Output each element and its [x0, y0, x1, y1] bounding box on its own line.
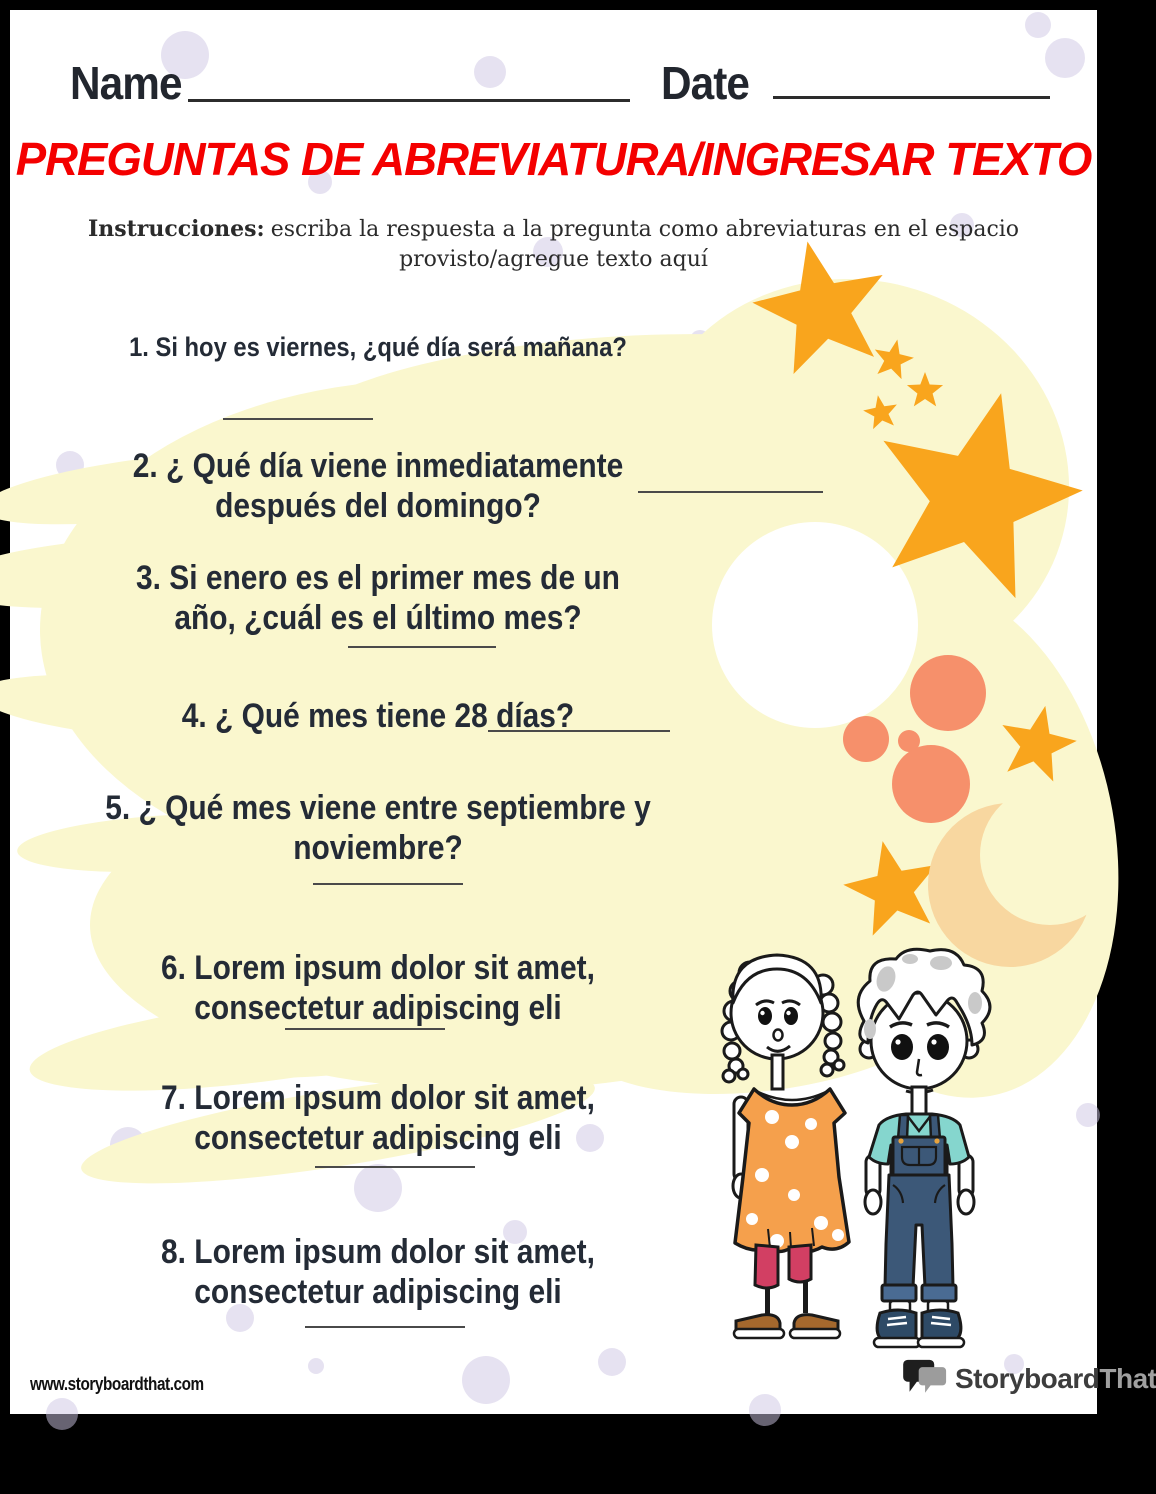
- answer-line-5: [313, 883, 463, 885]
- answer-line-3: [348, 646, 496, 648]
- answer-line-8: [305, 1326, 465, 1328]
- answer-line-6: [285, 1028, 445, 1030]
- date-label: Date: [661, 57, 750, 109]
- logo-text: StoryboardThat: [955, 1363, 1156, 1394]
- boy-character: [858, 949, 990, 1347]
- answer-line-4: [488, 730, 670, 732]
- question-3: 3. Si enero es el primer mes de un año, ¿cuál es el último mes?: [136, 559, 620, 637]
- question-5: 5. ¿ Qué mes viene entre septiembre y noviembre?: [105, 789, 651, 867]
- storyboardthat-logo: [903, 1358, 1156, 1400]
- name-label: Name: [70, 57, 182, 109]
- worksheet-title: PREGUNTAS DE ABREVIATURA/INGRESAR TEXTO: [15, 133, 1092, 185]
- instructions: [10, 214, 1097, 275]
- name-blank-line: [188, 99, 630, 102]
- question-4: 4. ¿ Qué mes tiene 28 días?: [181, 697, 575, 735]
- question-8: 8. Lorem ipsum dolor sit amet, consectetur adipiscing eli: [161, 1233, 595, 1311]
- instructions-label: Instrucciones:: [87, 216, 265, 242]
- answer-line-2: [638, 491, 823, 493]
- website-url: www.storyboardthat.com: [30, 1374, 204, 1394]
- worksheet-page: [10, 10, 1156, 1414]
- answer-line-7: [315, 1166, 475, 1168]
- instructions-line-1: [10, 214, 1097, 245]
- question-2: 2. ¿ Qué día viene inmediatamente después del domingo?: [132, 447, 624, 525]
- speech-bubbles-icon: [903, 1358, 949, 1400]
- instructions-text: escriba la respuesta a la pregunta como abreviaturas en el espacio: [270, 217, 1020, 242]
- girl-character: [722, 955, 849, 1338]
- instructions-line-2: provisto/agregue texto aquí: [399, 247, 708, 272]
- question-6: 6. Lorem ipsum dolor sit amet, consectetur adipiscing eli: [161, 949, 595, 1027]
- question-7: 7. Lorem ipsum dolor sit amet, consectetur adipiscing eli: [161, 1079, 595, 1157]
- children-illustration: [710, 945, 1000, 1355]
- date-blank-line: [773, 96, 1050, 99]
- question-1: 1. Si hoy es viernes, ¿qué día será mañana?: [129, 332, 627, 362]
- crescent-moon-icon: [928, 803, 1092, 967]
- answer-line-1: [223, 418, 373, 420]
